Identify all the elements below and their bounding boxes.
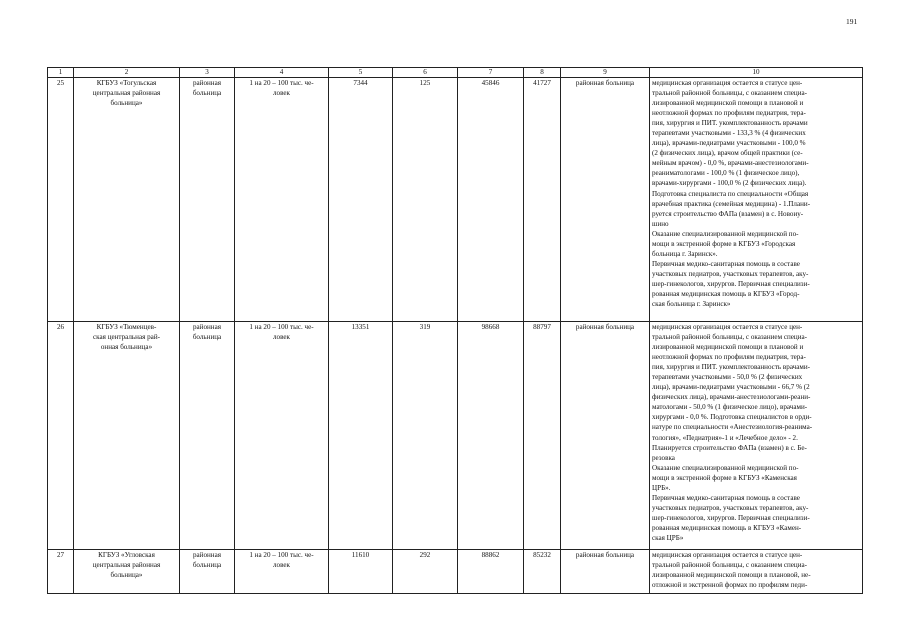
page-number: 191 xyxy=(846,17,858,26)
organization-name: КГБУЗ «Тюменцев- ская центральная рай- онная больница» xyxy=(74,322,180,550)
value-col-8: 41727 xyxy=(524,78,561,322)
table-row xyxy=(48,322,863,550)
column-number: 5 xyxy=(329,68,393,78)
organization-type: районная больница xyxy=(180,78,235,322)
description: медицинская организация остается в статусе цен- тральной районной больницы, с оказанием специа- лизированной медицинской помощи в плановой и неотложной формах по профилям педиатрия, тера- пия, хирургия и ПИТ. укомплектованность врачами- терапевтами участковыми - 50,0 % (2 физических лица), врачами-педиатрами участковыми - 66,7 % (2 физических лица), врачами-анестезиологами-реани- матологами - 50,0 % (1 физическое лицо), врачами- хирургами - 0,0 %. Подготовка специалистов в орди- натуре по специальности «Анестезиология-реанима- тология», «Педиатрия»-1 и «Лечебное дело» - 2. Планируется строительство ФАПа (взамен) в с. Бе- резовка Оказание специализированной медицинской по- мощи в экстренной форме в КГБУЗ «Каменская ЦРБ». Первичная медико-санитарная помощь в составе участковых педиатров, участковых терапевтов, аку- шер-гинекологов, хирургов. Первичная специализи- рованная медицинская помощь в КГБУЗ «Камен- ская ЦРБ» xyxy=(650,322,863,550)
coverage-ratio: 1 на 20 – 100 тыс. че- ловек xyxy=(235,550,329,594)
value-col-8: 85232 xyxy=(524,550,561,594)
organization-name: КГБУЗ «Тогульская центральная районная больница» xyxy=(74,78,180,322)
description: медицинская организация остается в статусе цен- тральной районной больницы, с оказанием специа- лизированной медицинской помощи в плановой, не- отложной и экстренной формах по профилям педи- xyxy=(650,550,863,594)
column-number: 10 xyxy=(650,68,863,78)
planned-status: районная больница xyxy=(561,78,650,322)
column-number-row xyxy=(48,68,863,78)
value-col-6: 125 xyxy=(393,78,458,322)
value-col-6: 319 xyxy=(393,322,458,550)
value-col-5: 11610 xyxy=(329,550,393,594)
column-number: 4 xyxy=(235,68,329,78)
organization-type: районная больница xyxy=(180,322,235,550)
organization-name: КГБУЗ «Угловская центральная районная больница» xyxy=(74,550,180,594)
coverage-ratio: 1 на 20 – 100 тыс. че- ловек xyxy=(235,78,329,322)
value-col-8: 88797 xyxy=(524,322,561,550)
description: медицинская организация остается в статусе цен- тральной районной больницы, с оказанием специа- лизированной медицинской помощи в плановой и неотложной формах по профилям педиатрия, тера- пия, хирургия и ПИТ. укомплектованность врачами терапевтами участковыми - 133,3 % (4 физических лица), врачами-педиатрами участковыми - 100,0 % (2 физических лица), врачом общей практики (се- мейным врачом) - 0,0 %, врачами-анестезиологами- реаниматологами - 100,0 % (1 физическое лицо), врачами-хирургами - 100,0 % (2 физических лица). Подготовка специалиста по специальности «Общая врачебная практика (семейная медицина) - 1.Плани- руется строительство ФАПа (взамен) в с. Новоиу- шино Оказание специализированной медицинской по- мощи в экстренной форме в КГБУЗ «Городская больница г. Заринск». Первичная медико-санитарная помощь в составе участковых педиатров, участковых терапевтов, аку- шер-гинекологов, хирургов. Первичная специализи- рованная медицинская помощь в КГБУЗ «Город- ская больница г. Заринск» xyxy=(650,78,863,322)
row-number: 26 xyxy=(48,322,74,550)
organization-type: районная больница xyxy=(180,550,235,594)
column-number: 8 xyxy=(524,68,561,78)
coverage-ratio: 1 на 20 – 100 тыс. че- ловек xyxy=(235,322,329,550)
column-number: 6 xyxy=(393,68,458,78)
hospital-table xyxy=(47,67,863,594)
column-number: 3 xyxy=(180,68,235,78)
value-col-5: 13351 xyxy=(329,322,393,550)
value-col-5: 7344 xyxy=(329,78,393,322)
planned-status: районная больница xyxy=(561,550,650,594)
table-row xyxy=(48,550,863,594)
value-col-7: 88862 xyxy=(458,550,524,594)
planned-status: районная больница xyxy=(561,322,650,550)
value-col-6: 292 xyxy=(393,550,458,594)
row-number: 25 xyxy=(48,78,74,322)
column-number: 7 xyxy=(458,68,524,78)
column-number: 9 xyxy=(561,68,650,78)
value-col-7: 45846 xyxy=(458,78,524,322)
column-number: 1 xyxy=(48,68,74,78)
table-row xyxy=(48,78,863,322)
row-number: 27 xyxy=(48,550,74,594)
column-number: 2 xyxy=(74,68,180,78)
value-col-7: 98668 xyxy=(458,322,524,550)
